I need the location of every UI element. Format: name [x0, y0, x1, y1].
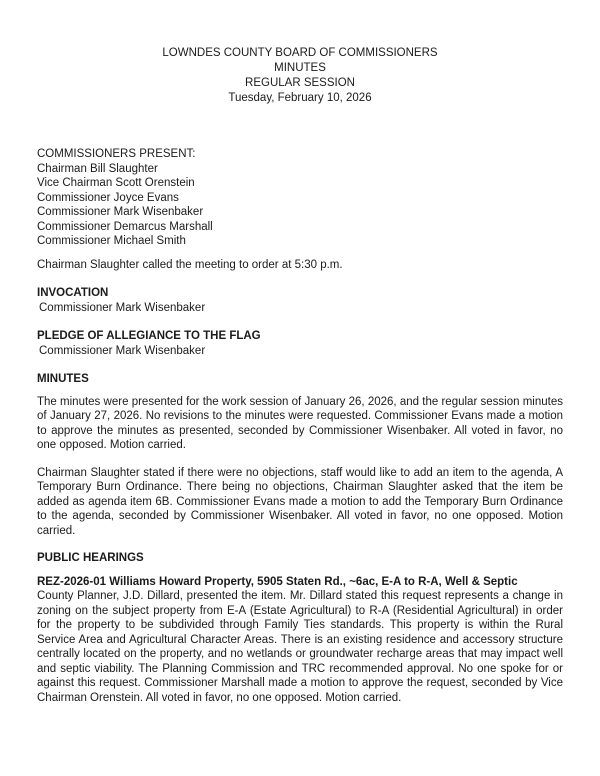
section-minutes	[37, 372, 563, 538]
attendee-name: Vice Chairman Scott Orenstein	[37, 177, 195, 189]
hearing-item-title: REZ-2026-01 Williams Howard Property, 5905 Staten Rd., ~6ac, E-A to R-A, Well & Septic	[37, 575, 518, 588]
attendee-name: Commissioner Demarcus Marshall	[37, 220, 213, 233]
document-title-date: Tuesday, February 10, 2026	[228, 92, 372, 104]
document-title-session: REGULAR SESSION	[245, 77, 355, 89]
section-public-hearings	[37, 551, 563, 705]
pledge-heading: PLEDGE OF ALLEGIANCE TO THE FLAG	[37, 330, 261, 342]
section-invocation	[37, 286, 563, 315]
commissioners-present-label: COMMISSIONERS PRESENT:	[37, 148, 196, 160]
attendee-name: Commissioner Mark Wisenbaker	[37, 206, 204, 218]
pledge-presenter: Commissioner Mark Wisenbaker	[39, 344, 206, 357]
section-pledge	[37, 329, 563, 358]
document-title-type: MINUTES	[274, 62, 326, 74]
invocation-heading: INVOCATION	[37, 287, 109, 299]
public-hearing-item	[37, 575, 563, 706]
commissioners-present-list	[37, 147, 563, 249]
minutes-paragraph: Chairman Slaughter stated if there were no objections, staff would like to add an item to the agenda, A Temporary Burn Ordinance. There being no objections, Chairman Slaughter asked that the item be added as agenda item 6B. Commissioner Evans made a motion to add the Temporary Burn Ordinance to the agenda, seconded by Commissioner Wisenbaker. All voted in favor, no one opposed. Motion carried.	[37, 466, 563, 537]
call-to-order-statement: Chairman Slaughter called the meeting to order at 5:30 p.m.	[37, 258, 343, 271]
attendee-name: Commissioner Joyce Evans	[37, 191, 179, 204]
invocation-presenter: Commissioner Mark Wisenbaker	[39, 301, 206, 314]
minutes-heading: MINUTES	[37, 373, 89, 385]
hearing-item-body: County Planner, J.D. Dillard, presented the item. Mr. Dillard stated this request represents a change in zoning on the subject property from E-A (Estate Agricultural) to R-A (Residential Agricultural) in order for the property to be subdivided through Family Ties standards. This property is within the Rural Service Area and Agricultural Character Areas. There is an existing residence and accessory structure centrally located on the property, and no wetlands or groundwater recharge areas that may impact well and septic viability. The Planning Commission and TRC recommended approval. No one spoke for or against this request. Commissioner Marshall made a motion to approve the request, seconded by Vice Chairman Orenstein. All voted in favor, no one opposed. Motion carried.	[37, 590, 563, 704]
document-title-block	[37, 46, 563, 106]
attendee-name: Commissioner Michael Smith	[37, 235, 186, 247]
attendee-name: Chairman Bill Slaughter	[37, 162, 158, 175]
public-hearings-heading: PUBLIC HEARINGS	[37, 552, 144, 564]
document-title-org: LOWNDES COUNTY BOARD OF COMMISSIONERS	[162, 47, 438, 59]
minutes-paragraph: The minutes were presented for the work session of January 26, 2026, and the regular session minutes of January 27, 2026. No revisions to the minutes were requested. Commissioner Evans made a motion to approve the minutes as presented, seconded by Commissioner Wisenbaker. All voted in favor, no one opposed. Motion carried.	[37, 395, 563, 451]
